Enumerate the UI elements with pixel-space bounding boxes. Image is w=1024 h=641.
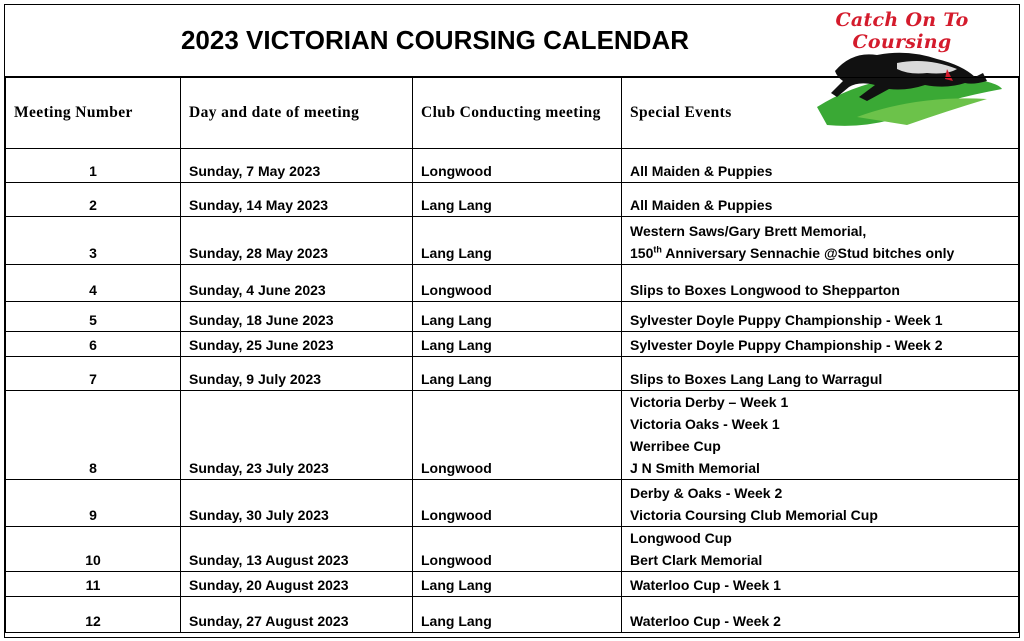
meeting-date-cell: Sunday, 30 July 2023	[181, 480, 413, 527]
calendar-sheet	[4, 4, 1020, 638]
club-cell: Longwood	[413, 149, 622, 183]
col-club: Club Conducting meeting	[413, 78, 622, 149]
table-row	[6, 302, 1019, 332]
table-row	[6, 527, 1019, 572]
event-line: Derby & Oaks - Week 2	[630, 485, 783, 501]
special-events-cell	[622, 183, 1019, 217]
table-row	[6, 357, 1019, 391]
special-events-cell	[622, 572, 1019, 597]
event-text: Anniversary Sennachie @Stud bitches only	[661, 245, 955, 261]
meeting-date-cell: Sunday, 23 July 2023	[181, 391, 413, 480]
table-row	[6, 149, 1019, 183]
event-line: Victoria Coursing Club Memorial Cup	[630, 507, 878, 523]
club-cell: Lang Lang	[413, 572, 622, 597]
meeting-number-cell: 6	[6, 332, 181, 357]
event-line: Western Saws/Gary Brett Memorial,	[630, 223, 867, 239]
event-line: Slips to Boxes Longwood to Shepparton	[630, 282, 900, 298]
special-events-cell	[622, 217, 1019, 265]
special-events-cell	[622, 265, 1019, 302]
meeting-number-cell: 10	[6, 527, 181, 572]
meeting-date-cell: Sunday, 18 June 2023	[181, 302, 413, 332]
logo-text: Catch On To Coursing	[835, 9, 969, 53]
meeting-number-cell: 9	[6, 480, 181, 527]
table-row	[6, 572, 1019, 597]
event-line	[630, 242, 1010, 264]
club-cell: Longwood	[413, 480, 622, 527]
event-line: Waterloo Cup - Week 1	[630, 577, 781, 593]
table-row	[6, 332, 1019, 357]
table-header-row	[6, 78, 1019, 149]
meeting-date-cell: Sunday, 28 May 2023	[181, 217, 413, 265]
special-events-cell	[622, 149, 1019, 183]
special-events-cell	[622, 302, 1019, 332]
meeting-number-cell: 7	[6, 357, 181, 391]
meeting-date-cell: Sunday, 14 May 2023	[181, 183, 413, 217]
event-line: Slips to Boxes Lang Lang to Warragul	[630, 371, 883, 387]
table-row	[6, 597, 1019, 633]
meeting-number-cell: 5	[6, 302, 181, 332]
event-line: J N Smith Memorial	[630, 460, 760, 476]
special-events-cell	[622, 597, 1019, 633]
special-events-cell	[622, 391, 1019, 480]
table-row	[6, 480, 1019, 527]
club-cell: Longwood	[413, 527, 622, 572]
special-events-cell	[622, 332, 1019, 357]
club-cell: Lang Lang	[413, 357, 622, 391]
event-line: Waterloo Cup - Week 2	[630, 613, 781, 629]
event-line: All Maiden & Puppies	[630, 197, 773, 213]
table-row	[6, 183, 1019, 217]
club-cell: Longwood	[413, 265, 622, 302]
table-row	[6, 391, 1019, 480]
calendar-table	[5, 77, 1019, 633]
event-superscript: th	[653, 244, 662, 255]
meeting-number-cell: 4	[6, 265, 181, 302]
club-cell: Lang Lang	[413, 183, 622, 217]
col-day-date: Day and date of meeting	[181, 78, 413, 149]
table-row	[6, 265, 1019, 302]
special-events-cell	[622, 480, 1019, 527]
meeting-date-cell: Sunday, 4 June 2023	[181, 265, 413, 302]
meeting-number-cell: 11	[6, 572, 181, 597]
event-line: Werribee Cup	[630, 438, 721, 454]
event-line: Victoria Oaks - Week 1	[630, 416, 780, 432]
event-line: Sylvester Doyle Puppy Championship - Week 1	[630, 312, 943, 328]
special-events-cell	[622, 527, 1019, 572]
meeting-number-cell: 12	[6, 597, 181, 633]
meeting-date-cell: Sunday, 9 July 2023	[181, 357, 413, 391]
meeting-number-cell: 8	[6, 391, 181, 480]
page-title: 2023 VICTORIAN COURSING CALENDAR	[180, 25, 690, 55]
meeting-date-cell: Sunday, 27 August 2023	[181, 597, 413, 633]
event-line: Sylvester Doyle Puppy Championship - Week 2	[630, 337, 943, 353]
event-text: 150	[630, 245, 654, 261]
meeting-date-cell: Sunday, 20 August 2023	[181, 572, 413, 597]
table-row	[6, 217, 1019, 265]
club-cell: Lang Lang	[413, 597, 622, 633]
event-line: Victoria Derby – Week 1	[630, 394, 789, 410]
club-cell: Lang Lang	[413, 302, 622, 332]
meeting-number-cell: 1	[6, 149, 181, 183]
col-meeting-number: Meeting Number	[6, 78, 181, 149]
col-special-events: Special Events	[622, 78, 1019, 149]
club-cell: Lang Lang	[413, 217, 622, 265]
meeting-date-cell: Sunday, 25 June 2023	[181, 332, 413, 357]
club-cell: Lang Lang	[413, 332, 622, 357]
special-events-cell	[622, 357, 1019, 391]
meeting-number-cell: 3	[6, 217, 181, 265]
meeting-number-cell: 2	[6, 183, 181, 217]
meeting-date-cell: Sunday, 13 August 2023	[181, 527, 413, 572]
club-cell: Longwood	[413, 391, 622, 480]
event-line: All Maiden & Puppies	[630, 163, 773, 179]
event-line: Bert Clark Memorial	[630, 552, 763, 568]
event-line: Longwood Cup	[630, 530, 732, 546]
meeting-date-cell: Sunday, 7 May 2023	[181, 149, 413, 183]
